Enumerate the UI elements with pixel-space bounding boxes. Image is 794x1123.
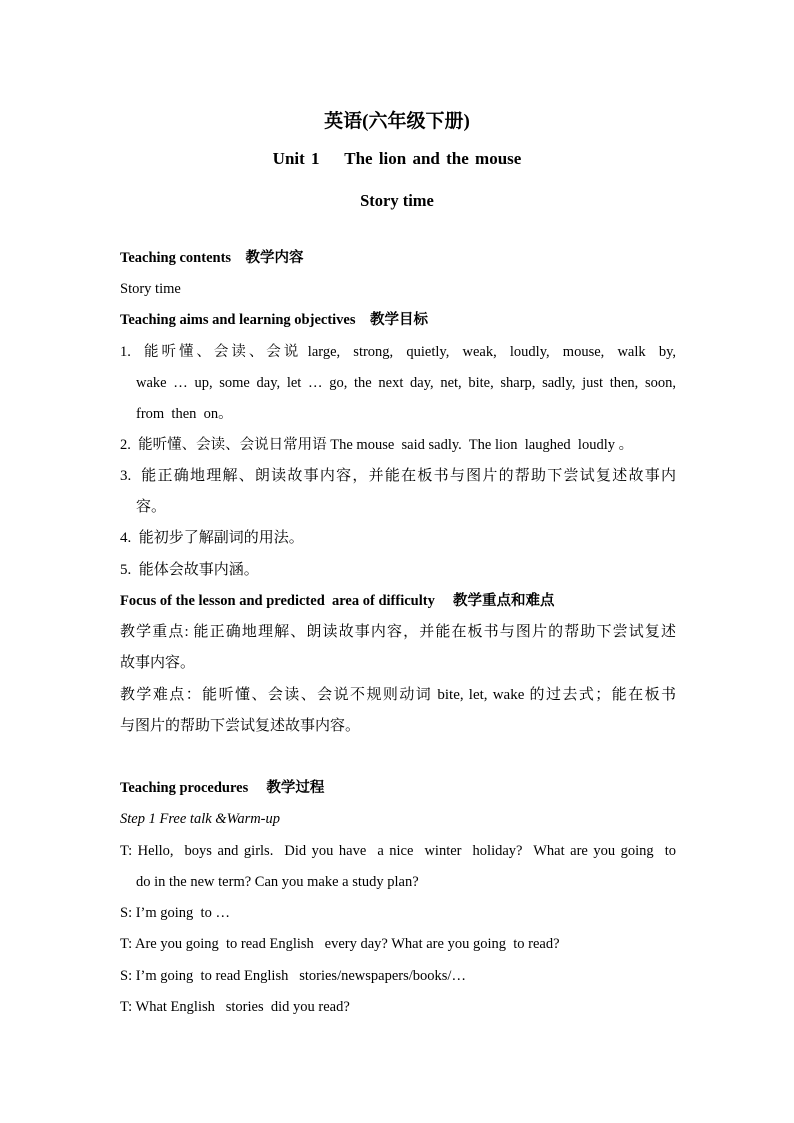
- aim-item-1-line-2: wake … up, some day, let … go, the next day, net, bite, sharp, sadly, just then, soon,: [136, 375, 676, 391]
- teaching-contents-heading: Teaching contents 教学内容: [120, 250, 304, 266]
- aim-item-5: 5. 能体会故事内涵。: [120, 562, 259, 578]
- book-title: 英语(六年级下册): [324, 111, 470, 132]
- step-1-heading: Step 1 Free talk &Warm-up: [120, 811, 281, 827]
- aim-item-3-line-1: 3. 能正确地理解、朗读故事内容，并能在板书与图片的帮助下尝试复述故事内: [120, 468, 676, 484]
- aim-item-4: 4. 能初步了解副词的用法。: [120, 530, 304, 546]
- aim-item-1-line-3: from then on。: [136, 406, 233, 422]
- aim-item-1-line-1: 1. 能听懂、会读、会说 large, strong, quietly, weak, loudly, mouse, walk by,: [120, 344, 676, 360]
- dialogue-line: S: I’m going to …: [120, 905, 230, 921]
- dialogue-line: T: Are you going to read English every day? What are you going to read?: [120, 936, 560, 952]
- dialogue-line: T: What English stories did you read?: [120, 999, 350, 1015]
- procedures-heading: Teaching procedures 教学过程: [120, 780, 325, 796]
- key-point-line-2: 故事内容。: [120, 655, 196, 671]
- aim-item-2: 2. 能听懂、会读、会说日常用语 The mouse said sadly. The lion laughed loudly 。: [120, 437, 634, 453]
- key-point-line-1: 教学重点: 能正确地理解、朗读故事内容，并能在板书与图片的帮助下尝试复述: [120, 624, 676, 640]
- difficult-point-line-1: 教学难点：能听懂、会读、会说不规则动词 bite, let, wake 的过去式；能在板书: [120, 687, 676, 703]
- unit-title: Unit 1 The lion and the mouse: [272, 149, 522, 168]
- dialogue-line: S: I’m going to read English stories/newspapers/books/…: [120, 968, 466, 984]
- difficult-point-line-2: 与图片的帮助下尝试复述故事内容。: [120, 718, 361, 734]
- dialogue-line: T: Hello, boys and girls. Did you have a nice winter holiday? What are you going to: [120, 843, 676, 859]
- teaching-contents-text: Story time: [120, 281, 181, 297]
- teaching-aims-heading: Teaching aims and learning objectives 教学目标: [120, 312, 429, 328]
- aim-item-3-line-2: 容。: [136, 499, 167, 515]
- section-title: Story time: [360, 191, 434, 210]
- dialogue-line: do in the new term? Can you make a study plan?: [136, 874, 419, 890]
- focus-heading: Focus of the lesson and predicted area of difficulty 教学重点和难点: [120, 593, 555, 609]
